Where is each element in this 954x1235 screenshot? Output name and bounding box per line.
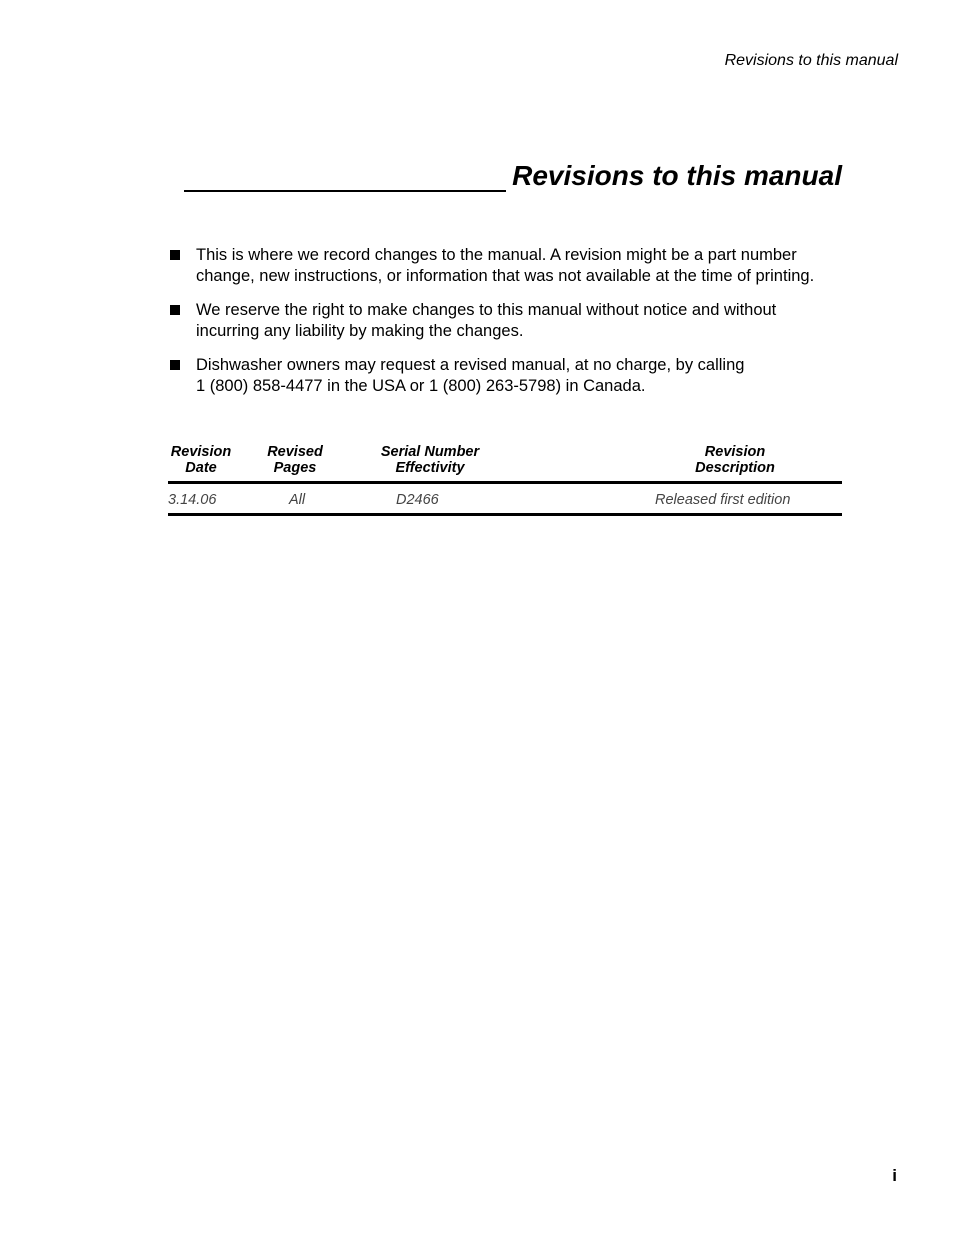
square-bullet-icon [170,360,180,370]
bullet-line: 1 (800) 858-4477 in the USA or 1 (800) 263-5798) in Canada. [196,376,646,395]
column-header-revision-date: Revision Date [170,444,232,476]
column-header-revision-description: Revision Description [695,444,775,476]
table-row [168,484,842,516]
revision-table [168,443,842,516]
column-header-revised-pages: Revised Pages [267,444,323,476]
page-title: Revisions to this manual [512,160,842,191]
running-header: Revisions to this manual [724,52,898,69]
bullet-item [168,245,858,286]
revision-table-header [168,443,842,484]
bullet-list [168,245,858,410]
column-header-serial-number: Serial Number Effectivity [380,444,480,476]
title-rule [184,190,506,192]
cell-serial-number: D2466 [396,492,439,508]
cell-revision-description: Released first edition [655,492,791,508]
bullet-line: incurring any liability by making the changes. [196,321,524,340]
cell-revision-date: 3.14.06 [168,492,217,508]
bullet-line: We reserve the right to make changes to this manual without notice and without [196,301,777,319]
bullet-line: This is where we record changes to the manual. A revision might be a part number [196,246,797,264]
bullet-line: change, new instructions, or information that was not available at the time of printing. [196,266,815,285]
cell-revised-pages: All [289,492,306,508]
bullet-item [168,300,858,341]
bullet-item [168,355,858,396]
page-number: i [892,1166,897,1185]
square-bullet-icon [170,305,180,315]
bullet-line: Dishwasher owners may request a revised manual, at no charge, by calling [196,356,745,374]
page-title-block [184,160,842,194]
square-bullet-icon [170,250,180,260]
